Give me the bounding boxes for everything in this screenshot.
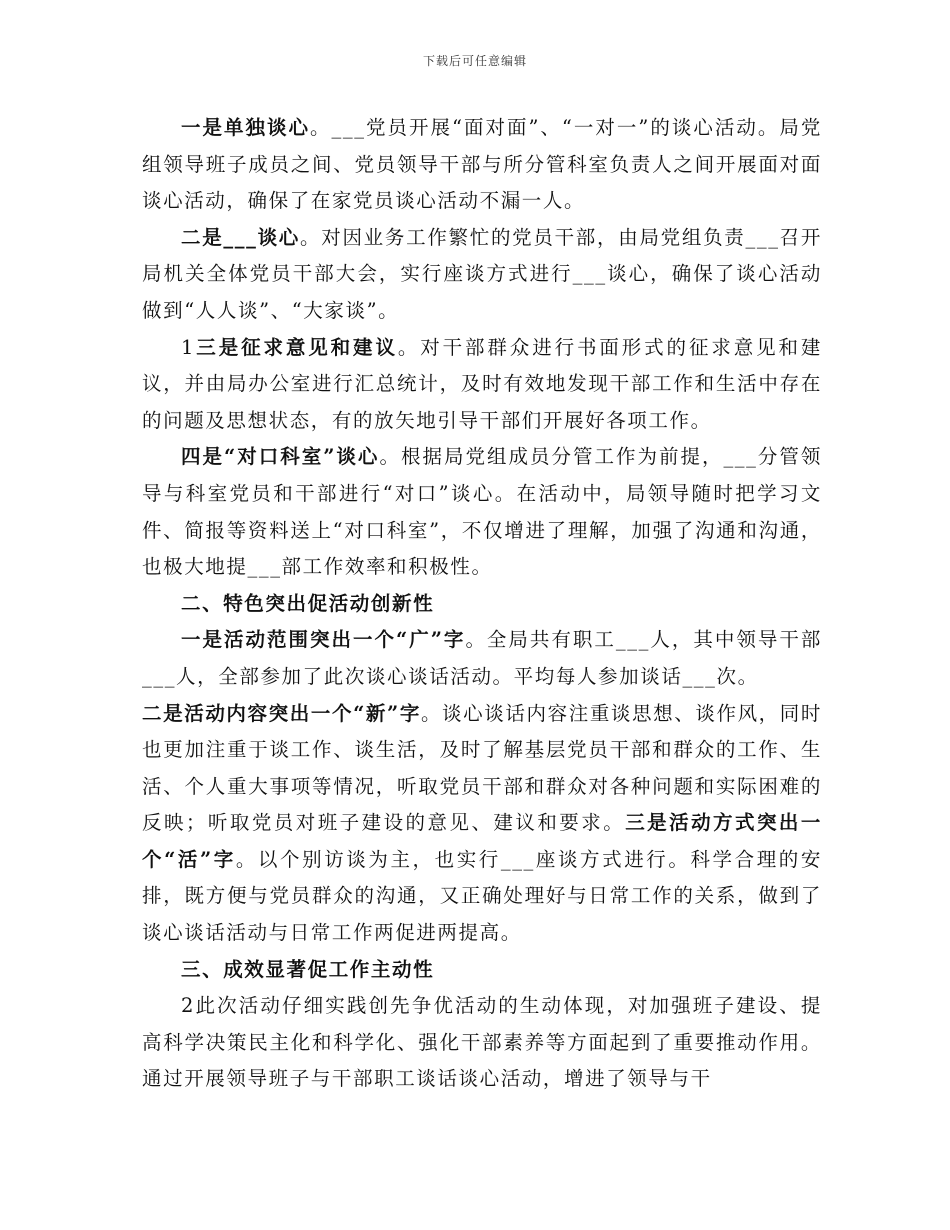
- section-heading-results: [142, 952, 822, 989]
- paragraph-heading: 一是单独谈心: [181, 116, 311, 139]
- paragraph-results: [142, 988, 822, 1098]
- paragraph-solicit-opinions: [142, 330, 822, 440]
- paragraph-text: 此次活动仔细实践创先争优活动的生动体现，对加强班子建设、提高科学决策民主化和科学化、强化干部素养等方面起到了重要推动作用。通过开展领导班子与干部职工谈话谈心活动，增进了领导与干: [142, 994, 822, 1091]
- paragraph-text-second: 。以个别访谈为主，也实行___座谈方式进行。科学合理的安排，既方便与党员群众的沟通，又正确处理好与日常工作的关系，做到了谈心谈话活动与日常工作两促进两提高。: [142, 847, 822, 945]
- document-body: [142, 110, 822, 1098]
- paragraph-text: 。谈心谈话内容注重谈思想、谈作风，同时也更加注重于谈工作、谈生活，及时了解基层党员干部和群众的工作、生活、个人重大事项等情况，听取党员干部和群众对各种问题和实际困难的反映；听取党员对班子建设的意见、建议和要求。: [142, 701, 822, 835]
- paragraph-prefix: 2: [181, 994, 196, 1018]
- paragraph-text: 。对因业务工作繁忙的党员干部，由局党组负责___召开局机关全体党员干部大会，实行座谈方式进行___谈心，确保了谈心活动做到“人人谈”、“大家谈”。: [142, 225, 822, 322]
- section-heading: 三、成效显著促工作主动性: [181, 957, 435, 981]
- paragraph-individual-talk: [142, 110, 822, 220]
- paragraph-text: 。全局共有职工___人，其中领导干部___人，全部参加了此次谈心谈话活动。平均每人参加谈话___次。: [142, 628, 822, 688]
- paragraph-activity-scope: [142, 622, 822, 695]
- paragraph-heading: 二是活动内容突出一个“新”字: [142, 701, 421, 725]
- paragraph-text: 。根据局党组成员分管工作为前提，___分管领导与科室党员和干部进行“对口”谈心。在活动中，局领导随时把学习文件、简报等资料送上“对口科室”，不仅增进了理解，加强了沟通和沟通，也极大地提___部工作效率和积极性。: [142, 445, 822, 579]
- paragraph-text: 。对干部群众进行书面形式的征求意见和建议，并由局办公室进行汇总统计，及时有效地发现干部工作和生活中存在的问题及思想状态，有的放矢地引导干部们开展好各项工作。: [142, 335, 822, 432]
- paragraph-paired-office-talk: [142, 439, 822, 585]
- paragraph-activity-content-and-method: [142, 696, 822, 952]
- section-heading: 二、特色突出促活动创新性: [181, 591, 435, 615]
- paragraph-heading: 一是活动范围突出一个“广”字: [181, 628, 466, 652]
- page-header: 下载后可任意编辑: [422, 54, 527, 68]
- paragraph-group-talk: [142, 220, 822, 330]
- paragraph-text: 。___党员开展“面对面”、“一对一”的谈心活动。局党组领导班子成员之间、党员领导干部与所分管科室负责人之间开展面对面谈心活动，确保了在家党员谈心活动不漏一人。: [142, 116, 822, 213]
- paragraph-heading: 三是征求意见和建议: [195, 335, 398, 359]
- paragraph-prefix: 1: [181, 335, 196, 359]
- paragraph-heading: 四是“对口科室”谈心: [181, 445, 380, 469]
- paragraph-heading: 二是___谈心: [181, 225, 301, 249]
- paragraph-heading-second: 三是活动方式突出一个“活”字: [142, 811, 822, 871]
- section-heading-innovation: [142, 586, 822, 623]
